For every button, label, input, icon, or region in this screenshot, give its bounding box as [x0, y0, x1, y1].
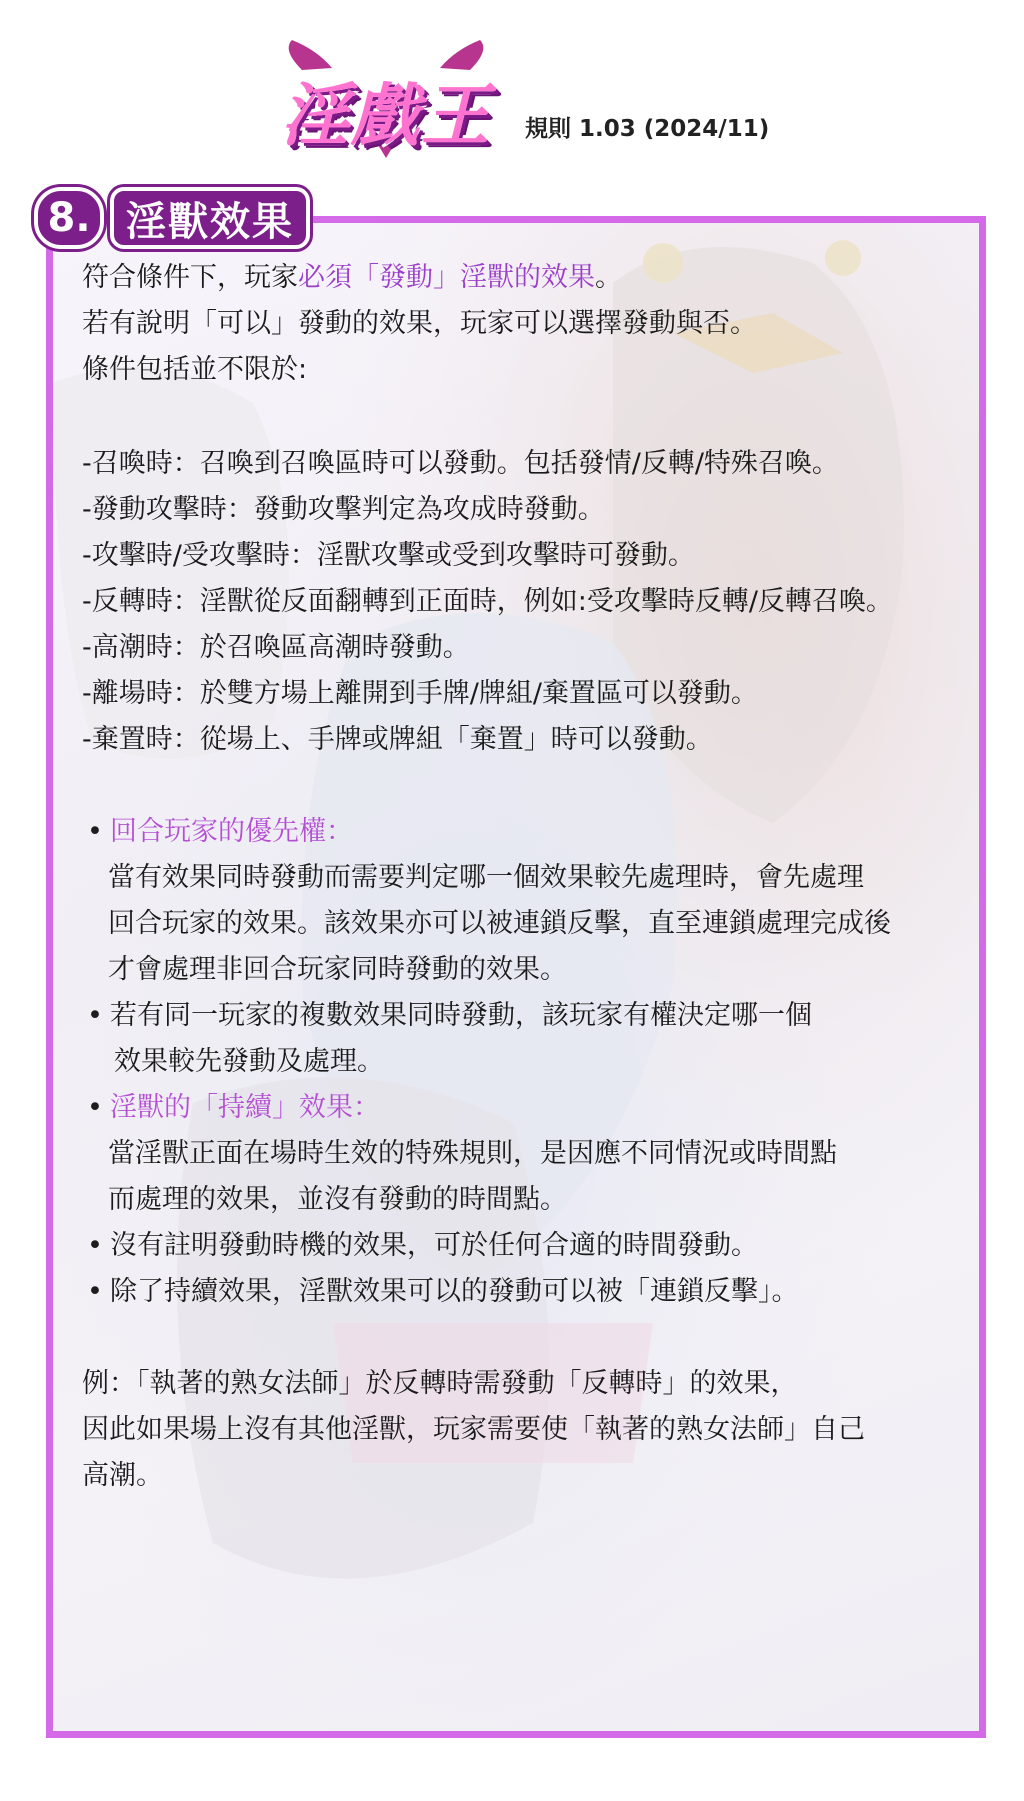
priority-line-2: 回合玩家的效果。該效果亦可以被連鎖反擊，直至連鎖處理完成後: [108, 908, 891, 939]
condition-leave-field: -離場時：於雙方場上離開到手牌/牌組/棄置區可以發動。: [82, 678, 758, 709]
priority-title: 回合玩家的優先權：: [110, 816, 353, 847]
condition-climax: -高潮時：於召喚區高潮時發動。: [82, 632, 470, 663]
intro-line-1-suffix: 。: [595, 262, 622, 293]
bullet-dot: •: [87, 1000, 103, 1031]
chain-line: 除了持續效果，淫獸效果可以的發動可以被「連鎖反擊」。: [110, 1276, 799, 1307]
version-label: 規則 1.03 (2024/11): [525, 116, 770, 142]
condition-summon: -召喚時：召喚到召喚區時可以發動。包括發情/反轉/特殊召喚。: [82, 448, 839, 479]
bullet-dot: •: [87, 816, 103, 847]
continuous-line-2: 而處理的效果，並沒有發動的時間點。: [108, 1184, 567, 1215]
intro-line-1: [82, 260, 622, 296]
bullet-dot: •: [87, 1276, 103, 1307]
condition-flip: -反轉時：淫獸從反面翻轉到正面時，例如:受攻擊時反轉/反轉召喚。: [82, 586, 893, 617]
intro-highlight: 必須「發動」淫獸的效果: [298, 262, 595, 293]
intro-line-2: 若有說明「可以」發動的效果，玩家可以選擇發動與否。: [82, 308, 757, 339]
same-player-line-1: 若有同一玩家的複數效果同時發動，該玩家有權決定哪一個: [110, 1000, 812, 1031]
logo-text: 淫戲王: [280, 77, 491, 156]
continuous-line-1: 當淫獸正面在場時生效的特殊規則，是因應不同情況或時間點: [108, 1138, 837, 1169]
example-line-2: 因此如果場上沒有其他淫獸，玩家需要使「執著的熟女法師」自己: [82, 1414, 865, 1445]
condition-attack-declare: -發動攻擊時：發動攻擊判定為攻成時發動。: [82, 494, 605, 525]
intro-line-3: 條件包括並不限於:: [82, 354, 308, 385]
section-number: 8.: [34, 187, 104, 249]
section-title: 淫獸效果: [110, 187, 310, 249]
example-line-1: 例：「執著的熟女法師」於反轉時需發動「反轉時」的效果，: [82, 1368, 798, 1399]
condition-attacked: -攻擊時/受攻擊時：淫獸攻擊或受到攻擊時可發動。: [82, 540, 695, 571]
same-player-line-2: 效果較先發動及處理。: [114, 1046, 384, 1077]
intro-line-1-prefix: 符合條件下，玩家: [82, 262, 298, 293]
condition-discard: -棄置時：從場上、手牌或牌組「棄置」時可以發動。: [82, 724, 713, 755]
priority-line-1: 當有效果同時發動而需要判定哪一個效果較先處理時，會先處理: [108, 862, 864, 893]
example-line-3: 高潮。: [82, 1460, 163, 1491]
bullet-dot: •: [87, 1230, 103, 1261]
no-timing-line: 沒有註明發動時機的效果，可於任何合適的時間發動。: [110, 1230, 758, 1261]
continuous-title: 淫獸的「持續」效果：: [110, 1092, 380, 1123]
bullet-dot: •: [87, 1092, 103, 1123]
priority-line-3: 才會處理非回合玩家同時發動的效果。: [108, 954, 567, 985]
